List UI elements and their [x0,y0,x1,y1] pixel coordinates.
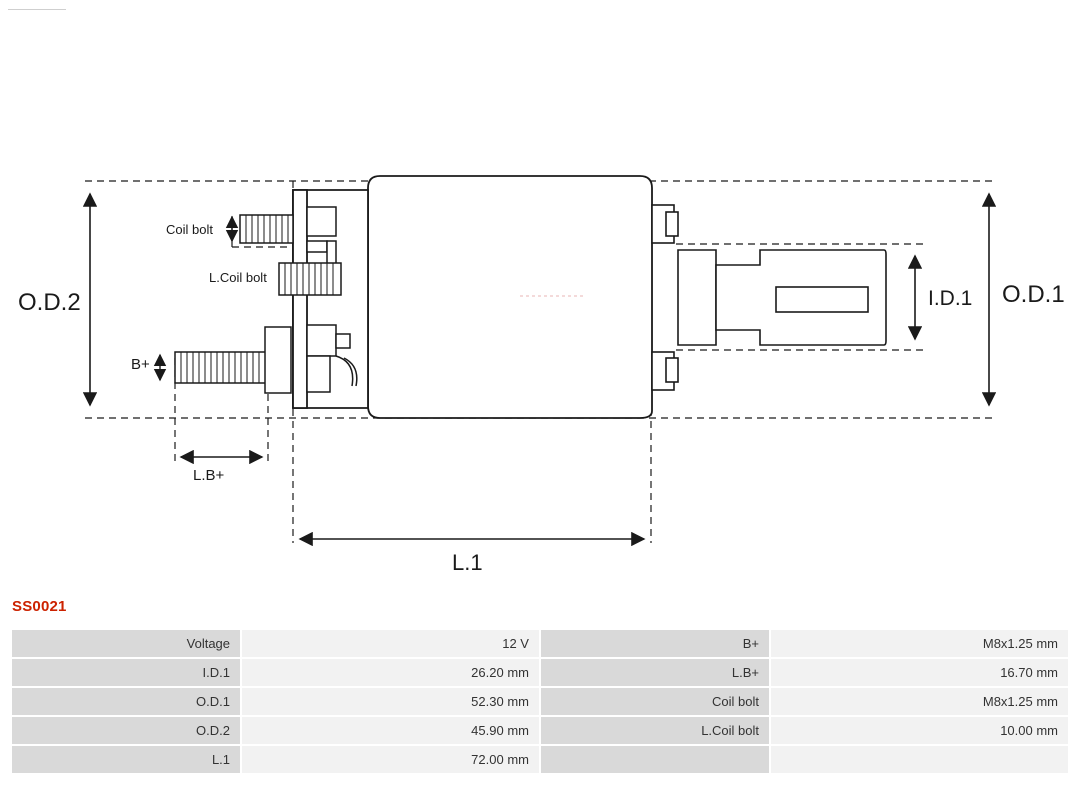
spec-label-empty [541,746,769,773]
label-lbplus: L.B+ [193,467,225,484]
spec-value: 10.00 mm [771,717,1068,744]
spec-value: 52.30 mm [242,688,539,715]
label-od2: O.D.2 [18,289,81,316]
spec-label: L.B+ [541,659,769,686]
spec-label: L.1 [12,746,240,773]
spec-value: 26.20 mm [242,659,539,686]
table-row [12,630,1068,657]
spec-value: M8x1.25 mm [771,630,1068,657]
label-coil-bolt: Coil bolt [166,222,213,237]
spec-label: O.D.1 [12,688,240,715]
spec-value: 72.00 mm [242,746,539,773]
label-l-coil-bolt: L.Coil bolt [209,270,267,285]
label-l1: L.1 [452,550,483,575]
spec-label: Voltage [12,630,240,657]
label-bplus: B+ [131,356,150,373]
spec-label: I.D.1 [12,659,240,686]
part-code: SS0021 [12,598,67,615]
spec-value: 16.70 mm [771,659,1068,686]
spec-label: O.D.2 [12,717,240,744]
spec-value: 12 V [242,630,539,657]
table-row [12,659,1068,686]
specifications-table [10,628,1070,775]
table-row [12,717,1068,744]
spec-value: M8x1.25 mm [771,688,1068,715]
spec-value-empty [771,746,1068,773]
spec-label: L.Coil bolt [541,717,769,744]
spec-value: 45.90 mm [242,717,539,744]
table-row [12,746,1068,773]
label-od1: O.D.1 [1002,281,1065,308]
spec-label: B+ [541,630,769,657]
table-row [12,688,1068,715]
spec-label: Coil bolt [541,688,769,715]
label-id1: I.D.1 [928,287,973,310]
